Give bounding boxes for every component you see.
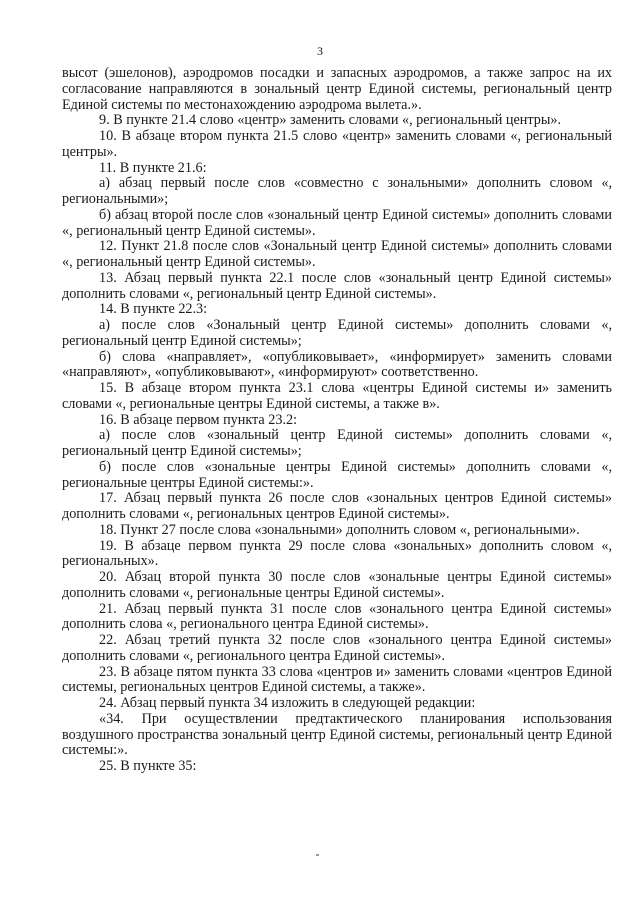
- paragraph: 15. В абзаце втором пункта 23.1 слова «центры Единой системы и» заменить словами «, региональные центры Единой системы, а также в».: [62, 380, 612, 412]
- paragraph: а) после слов «Зональный центр Единой системы» дополнить словами «, региональный центр Единой системы»;: [62, 317, 612, 349]
- scan-mark: [316, 854, 319, 856]
- paragraph: 17. Абзац первый пункта 26 после слов «зональных центров Единой системы» дополнить словами «, региональных центров Единой системы».: [62, 490, 612, 522]
- paragraph: 9. В пункте 21.4 слово «центр» заменить словами «, региональный центры».: [99, 112, 562, 129]
- paragraph: б) после слов «зональные центры Единой системы» дополнить словами «, региональные центры Единой системы:».: [62, 458, 612, 491]
- paragraph: а) абзац первый после слов «совместно с зональными» дополнить словом «, региональными»;: [62, 175, 612, 207]
- paragraph: 23. В абзаце пятом пункта 33 слова «центров и» заменить словами «центров Единой системы, региональных центров Единой системы, а также».: [62, 663, 612, 696]
- paragraph: 19. В абзаце первом пункта 29 после слова «зональных» дополнить словом «, региональных».: [62, 537, 612, 570]
- paragraph: 13. Абзац первый пункта 22.1 после слов «зональный центр Единой системы» дополнить словами «, региональный центр Единой системы».: [62, 269, 612, 302]
- paragraph: 21. Абзац первый пункта 31 после слов «зонального центра Единой системы» дополнить слова «, регионального центра Единой системы».: [62, 600, 612, 633]
- paragraph: 10. В абзаце втором пункта 21.5 слово «центр» заменить словами «, региональный центры».: [62, 128, 612, 160]
- paragraph: 18. Пункт 27 после слова «зональными» дополнить словом «, региональными».: [99, 521, 580, 538]
- paragraph: высот (эшелонов), аэродромов посадки и запасных аэродромов, а также запрос на их согласование направляются в зональный центр Единой системы, региональный центр Единой системы по местонахождению аэродрома вылета.».: [62, 65, 612, 113]
- paragraph: 22. Абзац третий пункта 32 после слов «зонального центра Единой системы» дополнить словами «, регионального центра Единой системы».: [62, 632, 612, 664]
- paragraph: 20. Абзац второй пункта 30 после слов «зональные центры Единой системы» дополнить словами «, региональные центры Единой системы».: [62, 569, 612, 601]
- paragraph: 12. Пункт 21.8 после слов «Зональный центр Единой системы» дополнить словами «, региональный центр Единой системы».: [62, 238, 612, 270]
- paragraph: 24. Абзац первый пункта 34 изложить в следующей редакции:: [99, 695, 476, 711]
- paragraph: б) абзац второй после слов «зональный центр Единой системы» дополнить словами «, региональный центр Единой системы».: [62, 206, 612, 239]
- paragraph: а) после слов «зональный центр Единой системы» дополнить словами «, региональный центр Единой системы»;: [62, 427, 612, 459]
- paragraph: б) слова «направляет», «опубликовывает», «информирует» заменить словами «направляют», «опубликовывают», «информируют» соответственно.: [62, 348, 612, 381]
- page-number: 3: [317, 44, 323, 58]
- document-body: [62, 66, 612, 775]
- paragraph: 14. В пункте 22.3:: [99, 301, 208, 318]
- paragraph: 16. В абзаце первом пункта 23.2:: [99, 411, 298, 428]
- paragraph: «34. При осуществлении предтактического планирования использования воздушного пространства зональный центр Единой системы, региональный центр Единой системы:».: [62, 710, 612, 759]
- paragraph: 11. В пункте 21.6:: [99, 159, 207, 176]
- paragraph: 25. В пункте 35:: [99, 758, 197, 774]
